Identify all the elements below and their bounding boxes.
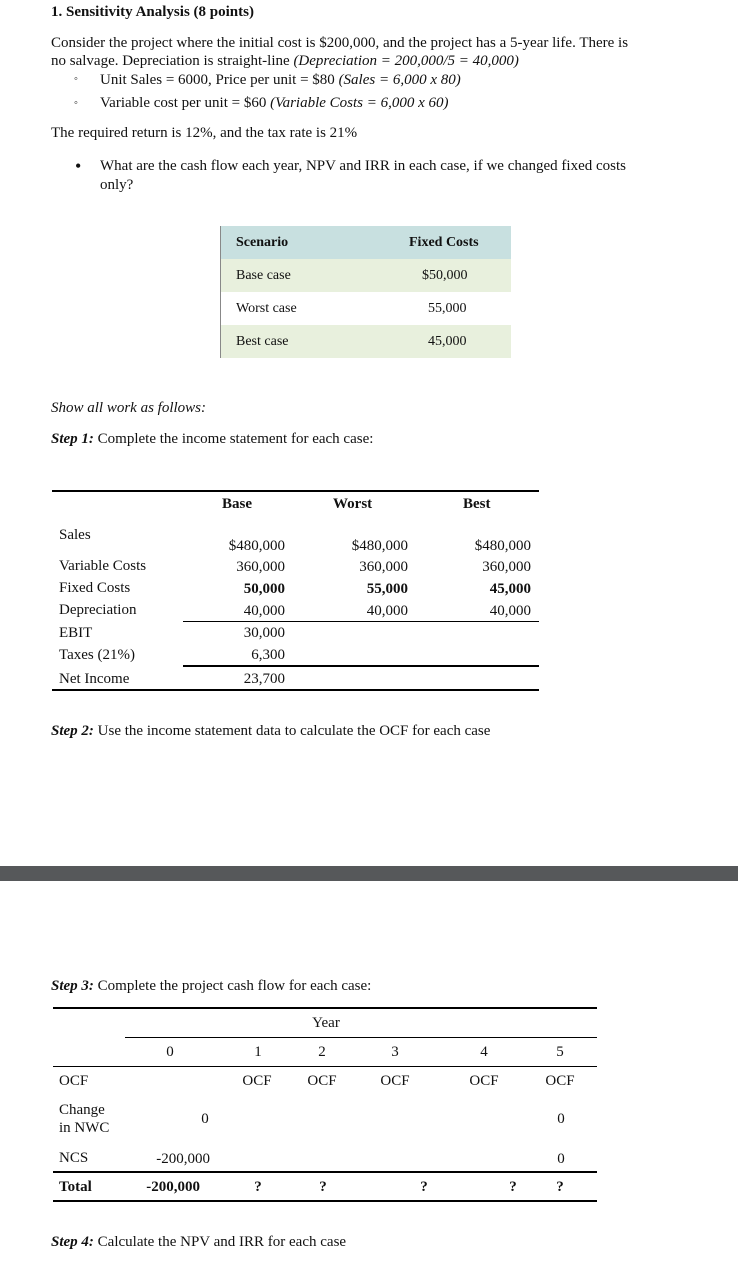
column-header-best: Best [463, 496, 491, 512]
total-year-4: ? [509, 1179, 517, 1195]
row-label-ebit: EBIT [59, 625, 93, 641]
total-year-2: ? [319, 1179, 327, 1195]
ocf-year-4: OCF [469, 1073, 499, 1089]
taxes-rule [183, 665, 539, 667]
year-1: 1 [254, 1044, 262, 1060]
ocf-year-2: OCF [307, 1073, 337, 1089]
step-1-body: Complete the income statement for each case: [93, 431, 374, 447]
ocf-year-1: OCF [242, 1073, 272, 1089]
row-label-change: Change [59, 1102, 105, 1118]
sales-formula: (Sales = 6,000 x 80) [338, 72, 461, 88]
total-year-5: ? [556, 1179, 564, 1195]
row-label-ocf: OCF [59, 1073, 89, 1089]
step-3-text [51, 978, 371, 995]
base-net-income: 23,700 [243, 671, 285, 687]
year-5: 5 [556, 1044, 564, 1060]
scenario-name: Best case [236, 334, 289, 349]
column-header-base: Base [222, 496, 252, 512]
step-4-label: Step 4: [51, 1234, 94, 1250]
fixed-costs-header: Fixed Costs [409, 235, 479, 250]
total-year-3: ? [420, 1179, 428, 1195]
year-4: 4 [480, 1044, 488, 1060]
step-3-body: Complete the project cash flow for each case: [93, 978, 372, 994]
row-label-ncs: NCS [59, 1150, 89, 1166]
base-sales: $480,000 [228, 538, 285, 554]
step-2-text [51, 723, 490, 740]
bullet-unit-sales [100, 72, 461, 89]
ncs-year-0: -200,000 [156, 1151, 210, 1167]
total-rule [53, 1171, 597, 1173]
total-year-1: ? [254, 1179, 262, 1195]
worst-variable-costs: 360,000 [359, 559, 408, 575]
scenario-name: Worst case [236, 301, 297, 316]
worst-sales: $480,000 [351, 538, 408, 554]
column-header-worst: Worst [333, 496, 373, 512]
ncs-year-5: 0 [557, 1151, 565, 1167]
scenario-left-border [220, 226, 221, 358]
question-heading: 1. Sensitivity Analysis (8 points) [51, 4, 254, 20]
year-2: 2 [318, 1044, 326, 1060]
row-label-in-nwc: in NWC [59, 1120, 110, 1136]
row-label-variable-costs: Variable Costs [59, 558, 147, 574]
step-3-label: Step 3: [51, 978, 94, 994]
step-1-label: Step 1: [51, 431, 94, 447]
step-1-text [51, 431, 373, 448]
bullet-variable-cost-plain: Variable cost per unit = $60 [100, 95, 271, 111]
base-variable-costs: 360,000 [236, 559, 285, 575]
cash-flow-bottom-rule [53, 1200, 597, 1202]
required-return-text: The required return is 12%, and the tax rate is 21% [51, 125, 358, 141]
year-0: 0 [166, 1044, 174, 1060]
year-3: 3 [391, 1044, 399, 1060]
table-bottom-rule [52, 689, 539, 691]
show-work-text: Show all work as follows: [51, 400, 207, 416]
scenario-header: Scenario [236, 235, 289, 250]
year-header: Year [312, 1015, 340, 1031]
depreciation-formula: (Depreciation = 200,000/5 = 40,000) [293, 53, 519, 69]
row-label-depreciation: Depreciation [59, 602, 137, 618]
row-label-net-income: Net Income [59, 671, 130, 687]
total-year-0: -200,000 [146, 1179, 200, 1195]
cash-flow-top-rule [53, 1007, 597, 1009]
base-depreciation: 40,000 [243, 603, 285, 619]
bullet-icon: • [75, 156, 82, 176]
subtotal-rule [183, 621, 539, 622]
scenario-fixed-cost: $50,000 [422, 268, 468, 283]
intro-line-2 [51, 53, 519, 70]
nwc-year-5: 0 [557, 1111, 565, 1127]
best-depreciation: 40,000 [489, 603, 531, 619]
table-top-rule [52, 490, 539, 492]
base-fixed-costs: 50,000 [243, 581, 285, 597]
bullet-variable-cost [100, 95, 449, 112]
page-divider [0, 866, 738, 881]
nwc-year-0: 0 [201, 1111, 209, 1127]
scenario-fixed-cost: 45,000 [428, 334, 467, 349]
worst-depreciation: 40,000 [366, 603, 408, 619]
intro-line-1: Consider the project where the initial cost is $200,000, and the project has a 5-year life. There is [51, 35, 629, 51]
scenario-name: Base case [236, 268, 291, 283]
base-taxes: 6,300 [251, 647, 285, 663]
bullet-unit-sales-plain: Unit Sales = 6000, Price per unit = $80 [100, 72, 339, 88]
row-label-fixed-costs: Fixed Costs [59, 580, 131, 596]
sub-bullet-icon: ◦ [74, 73, 78, 85]
header-rule [53, 1066, 597, 1067]
intro-line-2-plain: no salvage. Depreciation is straight-line [51, 53, 294, 69]
row-label-total: Total [59, 1179, 92, 1195]
ocf-year-3: OCF [380, 1073, 410, 1089]
scenario-fixed-cost: 55,000 [428, 301, 467, 316]
best-sales: $480,000 [474, 538, 531, 554]
base-ebit: 30,000 [243, 625, 285, 641]
best-fixed-costs: 45,000 [489, 581, 531, 597]
task-line-1: What are the cash flow each year, NPV and IRR in each case, if we changed fixed costs [100, 158, 626, 174]
variable-cost-formula: (Variable Costs = 6,000 x 60) [270, 95, 449, 111]
sub-bullet-icon: ◦ [74, 97, 78, 109]
ocf-year-5: OCF [545, 1073, 575, 1089]
step-4-body: Calculate the NPV and IRR for each case [93, 1234, 347, 1250]
worst-fixed-costs: 55,000 [366, 581, 408, 597]
step-4-text [51, 1234, 346, 1251]
step-2-label: Step 2: [51, 723, 94, 739]
task-line-2: only? [100, 177, 134, 193]
best-variable-costs: 360,000 [482, 559, 531, 575]
year-rule [125, 1037, 597, 1038]
row-label-taxes: Taxes (21%) [59, 647, 136, 663]
row-label-sales: Sales [59, 527, 91, 543]
step-2-body: Use the income statement data to calculate the OCF for each case [93, 723, 491, 739]
